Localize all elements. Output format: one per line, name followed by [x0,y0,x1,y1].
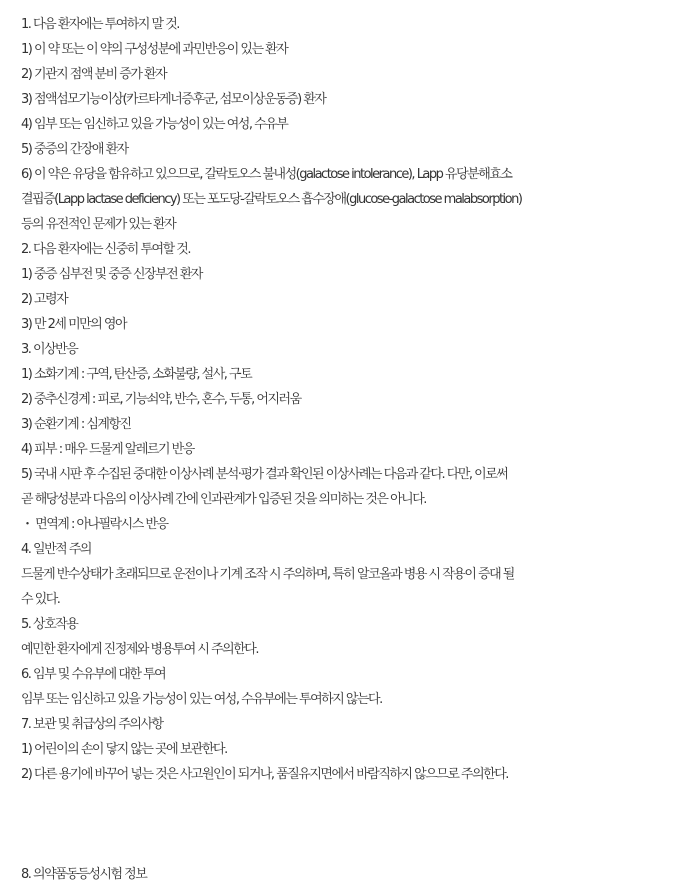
section-2-item-2: 2) 고령자 [21,292,68,307]
section-3-item-1: 1) 소화기계 : 구역, 탄산증, 소화불량, 설사, 구토 [21,367,252,382]
section-5-heading: 5. 상호작용 [21,617,78,632]
section-8-heading: 8. 의약품동등성시험 정보 [21,867,147,882]
section-2-heading: 2. 다음 환자에는 신중히 투여할 것. [21,242,190,257]
section-7-heading: 7. 보관 및 취급상의 주의사항 [21,717,163,732]
section-4-text-line-1: 드물게 반수상태가 초래되므로 운전이나 기계 조작 시 주의하며, 특히 알코올과 병용 시 작용이 증대 될 [21,567,514,582]
section-5-text: 예민한 환자에게 진정제와 병용투여 시 주의한다. [21,642,258,657]
section-3-item-4: 4) 피부 : 매우 드물게 알레르기 반응 [21,442,194,457]
section-6-text: 임부 또는 임신하고 있을 가능성이 있는 여성, 수유부에는 투여하지 않는다. [21,692,382,707]
section-3-item-5-line-1: 5) 국내 시판 후 수집된 중대한 이상사례 분석·평가 결과 확인된 이상사례는 다음과 같다. 다만, 이로써 [21,467,508,482]
section-3-item-3: 3) 순환기계 : 심계항진 [21,417,131,432]
section-7-item-1: 1) 어린이의 손이 닿지 않는 곳에 보관한다. [21,742,227,757]
section-1-item-5: 5) 중증의 간장애 환자 [21,142,128,157]
section-1-item-6-line-1: 6) 이 약은 유당을 함유하고 있으므로, 갈락토오스 불내성(galactose intolerance), Lapp 유당분해효소 [21,167,512,182]
blank-space [21,787,691,862]
section-3-heading: 3. 이상반응 [21,342,78,357]
section-4-text-line-2: 수 있다. [21,592,60,607]
section-1-item-1: 1) 이 약 또는 이 약의 구성성분에 과민반응이 있는 환자 [21,42,288,57]
section-2-item-3: 3) 만 2세 미만의 영아 [21,317,127,332]
section-4-heading: 4. 일반적 주의 [21,542,91,557]
section-2-item-1: 1) 중증 심부전 및 중증 신장부전 환자 [21,267,202,282]
section-1-item-2: 2) 기관지 점액 분비 증가 환자 [21,67,167,82]
section-7-item-2: 2) 다른 용기에 바꾸어 넣는 것은 사고원인이 되거나, 품질유지면에서 바람직하지 않으므로 주의한다. [21,767,508,782]
section-1-item-6-line-2: 결핍증(Lapp lactase deficiency) 또는 포도당-갈락토오스 흡수장애(glucose-galactose malabsorption) [21,192,522,207]
section-3-item-2: 2) 중추신경계 : 피로, 기능쇠약, 반수, 혼수, 두통, 어지러움 [21,392,301,407]
section-3-bullet-immune: ・ 면역계 : 아나필락시스 반응 [21,517,168,532]
section-1-item-4: 4) 임부 또는 임신하고 있을 가능성이 있는 여성, 수유부 [21,117,288,132]
section-3-item-5-line-2: 곧 해당성분과 다음의 이상사례 간에 인과관계가 입증된 것을 의미하는 것은 아니다. [21,492,426,507]
section-1-item-3: 3) 점액섬모기능이상(카르타게너증후군, 섬모이상운동증) 환자 [21,92,326,107]
section-1-item-6-line-3: 등의 유전적인 문제가 있는 환자 [21,217,176,232]
section-1-heading: 1. 다음 환자에는 투여하지 말 것. [21,17,179,32]
section-6-heading: 6. 임부 및 수유부에 대한 투여 [21,667,166,682]
